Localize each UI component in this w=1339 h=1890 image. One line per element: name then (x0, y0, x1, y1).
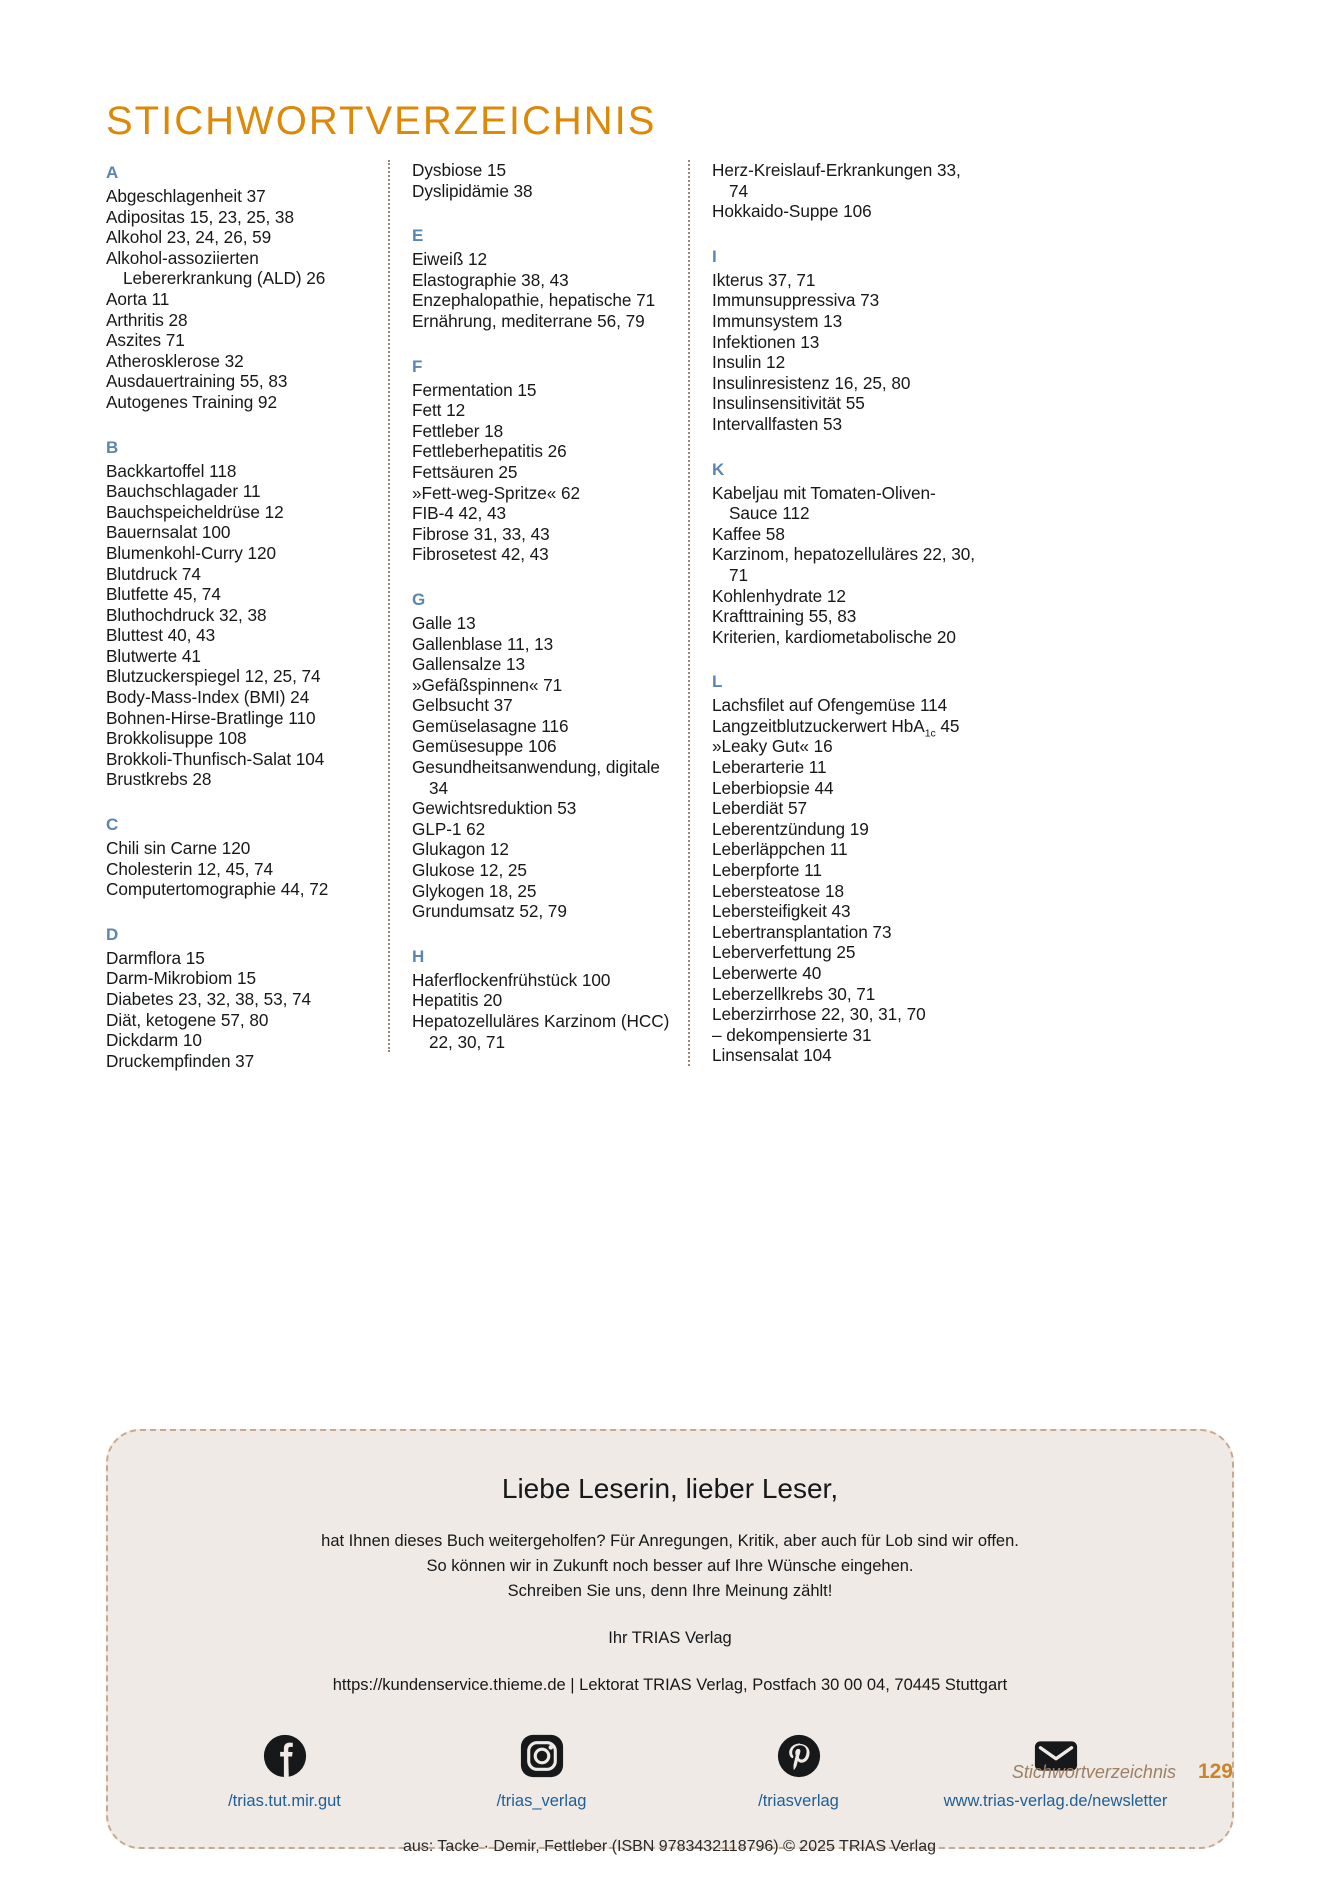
index-entry: Lachsfilet auf Ofengemüse 114 (712, 695, 948, 716)
index-letter-heading: C (106, 815, 119, 835)
reader-feedback-box (106, 1429, 1234, 1849)
index-entry: Bauchschlagader 11 (106, 481, 261, 502)
index-entry: Insulin 12 (712, 352, 786, 373)
index-entry: Galle 13 (412, 612, 476, 633)
index-entry: Fett 12 (412, 400, 466, 421)
index-entry: GLP-1 62 (412, 818, 486, 839)
index-entry: Gallenblase 11, 13 (412, 633, 554, 654)
index-entry: Grundumsatz 52, 79 (412, 901, 567, 922)
index-entry: Backkartoffel 118 (106, 460, 237, 481)
index-entry: Brokkolisuppe 108 (106, 728, 247, 749)
index-entry: Ernährung, mediterrane 56, 79 (412, 310, 645, 331)
reader-box-signature: Ihr TRIAS Verlag (608, 1629, 732, 1647)
index-entry: Herz-Kreislauf-Erkrankungen 33, 74 (712, 160, 961, 201)
social-handle[interactable]: www.trias-verlag.de/newsletter (943, 1792, 1168, 1810)
index-entry: Karzinom, hepatozelluläres 22, 30, 71 (712, 544, 975, 585)
index-letter-heading: F (412, 356, 423, 376)
index-entry: Kohlenhydrate 12 (712, 585, 846, 606)
index-entry: Hepatozelluläres Karzinom (HCC) 22, 30, 71 (412, 1011, 670, 1052)
index-entry: Gesundheitsanwendung, digitale 34 (412, 757, 660, 798)
index-entry: Hokkaido-Suppe 106 (712, 201, 872, 222)
index-entry: Kriterien, kardiometabolische 20 (712, 626, 956, 647)
index-entry: Fettleberhepatitis 26 (412, 441, 567, 462)
page-number: 129 (1197, 1760, 1233, 1783)
index-entry: Chili sin Carne 120 (106, 838, 251, 859)
index-entry: Leberwerte 40 (712, 963, 822, 983)
running-head: Stichwortverzeichnis (1011, 1762, 1176, 1782)
index-entry: Leberarterie 11 (712, 757, 827, 778)
imprint-line: aus: Tacke · Demir, Fettleber (ISBN 9783432118796) © 2025 TRIAS Verlag (403, 1838, 936, 1855)
index-entry: Ikterus 37, 71 (712, 269, 816, 290)
index-entry: Darm-Mikrobiom 15 (106, 968, 257, 989)
index-entry: Blutdruck 74 (106, 563, 201, 584)
index-entry: Blumenkohl-Curry 120 (106, 542, 276, 563)
index-entry: Gelbsucht 37 (412, 695, 513, 716)
index-columns (106, 160, 1234, 1071)
index-entry: Gewichtsreduktion 53 (412, 798, 577, 819)
index-entry: Abgeschlagenheit 37 (106, 186, 266, 206)
social-handle[interactable]: /trias_verlag (496, 1792, 587, 1810)
index-letter-heading: G (412, 589, 426, 609)
index-entry: Infektionen 13 (712, 331, 820, 352)
index-entry: Arthritis 28 (106, 309, 188, 330)
index-entry: Leberzirrhose 22, 30, 31, 70 (712, 1004, 926, 1025)
index-entry: Atherosklerose 32 (106, 350, 244, 371)
facebook-icon (263, 1734, 307, 1778)
index-entry: Fettsäuren 25 (412, 461, 518, 482)
index-entry: Leberbiopsie 44 (712, 777, 834, 798)
index-entry: Lebersteifigkeit 43 (712, 901, 851, 922)
index-column-1 (106, 160, 388, 1071)
index-entry: Lebersteatose 18 (712, 880, 845, 901)
index-entry: Haferflockenfrühstück 100 (412, 969, 611, 990)
index-entry: Lebertransplantation 73 (712, 921, 892, 942)
index-entry: Gallensalze 13 (412, 654, 525, 675)
index-entry: Leberentzündung 19 (712, 818, 869, 839)
instagram-icon (520, 1734, 564, 1778)
index-entry: Immunsystem 13 (712, 310, 843, 331)
index-entry: Leberdiät 57 (712, 798, 807, 819)
index-entry: Langzeitblutzuckerwert HbA$_{1c}$ 45 (712, 715, 960, 740)
index-entry: Fettleber 18 (412, 420, 504, 441)
social-handle[interactable]: /trias.tut.mir.gut (228, 1792, 341, 1810)
index-letter-heading: D (106, 924, 119, 944)
index-entry: Adipositas 15, 23, 25, 38 (106, 206, 294, 227)
reader-box-body (148, 1529, 1192, 1604)
index-entry: Glykogen 18, 25 (412, 880, 537, 901)
social-link-facebook[interactable] (156, 1734, 413, 1811)
index-entry: Aszites 71 (106, 330, 185, 351)
reader-box-heading: Liebe Leserin, lieber Leser, (501, 1473, 839, 1504)
reader-box-line: So können wir in Zukunft noch besser auf Ihre Wünsche eingehen. (426, 1557, 914, 1575)
index-entry: »Gefäßspinnen« 71 (412, 674, 563, 695)
index-entry: Diät, ketogene 57, 80 (106, 1009, 269, 1030)
index-entry: Gemüsesuppe 106 (412, 736, 557, 757)
index-entry: Kabeljau mit Tomaten-Oliven-Sauce 112 (712, 482, 936, 524)
index-entry: Leberzellkrebs 30, 71 (712, 983, 876, 1004)
pinterest-icon (777, 1734, 821, 1778)
index-entry: – dekompensierte 31 (712, 1024, 872, 1045)
index-entry: Bluttest 40, 43 (106, 625, 216, 646)
index-column-3 (688, 160, 988, 1066)
index-entry: Bauchspeicheldrüse 12 (106, 501, 284, 522)
index-entry: Autogenes Training 92 (106, 391, 277, 412)
reader-box-contact: https://kundenservice.thieme.de | Lektorat TRIAS Verlag, Postfach 30 00 04, 70445 Stuttgart (332, 1676, 1008, 1694)
index-entry: Enzephalopathie, hepatische 71 (412, 290, 656, 311)
index-entry: Hepatitis 20 (412, 990, 503, 1011)
reader-box-line: Schreiben Sie uns, denn Ihre Meinung zählt! (507, 1582, 833, 1600)
index-entry: Insulinresistenz 16, 25, 80 (712, 372, 911, 393)
index-entry: Immunsuppressiva 73 (712, 290, 880, 311)
index-entry: »Leaky Gut« 16 (712, 736, 833, 757)
index-letter-heading: E (412, 226, 424, 246)
index-entry: Fermentation 15 (412, 379, 537, 400)
index-entry: Darmflora 15 (106, 947, 205, 968)
index-entry: Bluthochdruck 32, 38 (106, 604, 267, 625)
index-entry: Blutwerte 41 (106, 645, 201, 666)
index-entry: Linsensalat 104 (712, 1045, 832, 1066)
index-entry: Fibrosetest 42, 43 (412, 544, 549, 565)
index-entry: Alkohol-assoziierten Lebererkrankung (ALD) 26 (106, 247, 326, 289)
index-entry: Druckempfinden 37 (106, 1050, 255, 1071)
index-entry: Ausdauertraining 55, 83 (106, 371, 288, 392)
index-entry: Diabetes 23, 32, 38, 53, 74 (106, 989, 312, 1009)
index-letter-heading: A (106, 163, 119, 182)
index-entry: Glukagon 12 (412, 839, 509, 860)
index-entry: Gemüselasagne 116 (412, 715, 569, 736)
index-entry: Alkohol 23, 24, 26, 59 (106, 227, 272, 248)
index-entry: Dyslipidämie 38 (412, 180, 533, 201)
index-entry: Blutzuckerspiegel 12, 25, 74 (106, 666, 321, 687)
index-entry: »Fett-weg-Spritze« 62 (412, 482, 581, 503)
index-entry: Bauernsalat 100 (106, 522, 231, 543)
index-entry: Body-Mass-Index (BMI) 24 (106, 687, 310, 708)
index-letter-heading: I (712, 246, 717, 266)
reader-box-line: hat Ihnen dieses Buch weitergeholfen? Für Anregungen, Kritik, aber auch für Lob sind wir offen. (321, 1532, 1019, 1550)
social-handle[interactable]: /triasverlag (758, 1792, 839, 1810)
index-entry: Glukose 12, 25 (412, 860, 527, 881)
index-entry: Aorta 11 (106, 288, 170, 309)
index-letter-heading: B (106, 437, 119, 457)
index-entry: Cholesterin 12, 45, 74 (106, 858, 274, 879)
index-entry: Dickdarm 10 (106, 1030, 202, 1051)
index-entry: Bohnen-Hirse-Bratlinge 110 (106, 707, 316, 728)
social-link-pinterest[interactable] (670, 1734, 927, 1811)
index-entry: Eiweiß 12 (412, 249, 488, 270)
index-entry: Kaffee 58 (712, 523, 785, 544)
page-footer-folio (1012, 1760, 1233, 1784)
index-entry: Computertomographie 44, 72 (106, 879, 329, 900)
index-entry: Intervallfasten 53 (712, 413, 842, 434)
index-letter-heading: L (712, 672, 723, 692)
index-letter-heading: H (412, 946, 425, 966)
index-entry: Brustkrebs 28 (106, 769, 212, 790)
index-entry: FIB-4 42, 43 (412, 503, 506, 524)
index-entry: Dysbiose 15 (412, 160, 507, 180)
page-title: STICHWORTVERZEICHNIS (106, 98, 657, 143)
index-entry: Krafttraining 55, 83 (712, 606, 857, 627)
index-entry: Leberverfettung 25 (712, 942, 856, 963)
index-entry: Blutfette 45, 74 (106, 584, 221, 605)
index-letter-heading: K (712, 459, 725, 479)
index-entry: Insulinsensitivität 55 (712, 393, 865, 414)
index-entry: Brokkoli-Thunfisch-Salat 104 (106, 748, 325, 769)
index-column-2 (388, 160, 688, 1052)
index-entry: Fibrose 31, 33, 43 (412, 523, 550, 544)
index-entry: Elastographie 38, 43 (412, 269, 569, 290)
index-entry: Leberpforte 11 (712, 860, 822, 881)
social-link-instagram[interactable] (413, 1734, 670, 1811)
index-entry: Leberläppchen 11 (712, 839, 848, 860)
